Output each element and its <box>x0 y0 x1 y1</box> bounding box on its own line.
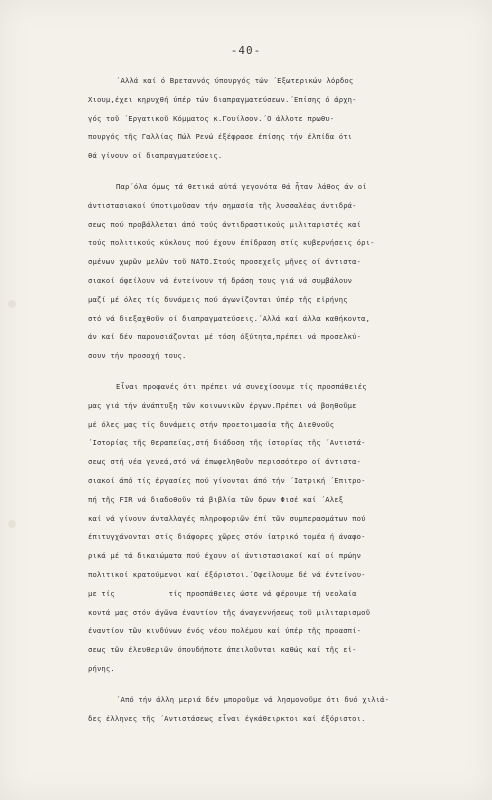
text-line: έναντίον τῶν κινδύνων ένός νέου πολέμου καί ύπέρ τῆς προασπί- <box>88 626 362 636</box>
document-body <box>88 72 466 728</box>
text-line: δες έλληνες τῆς ΄Αντιστάσεως εἶναι έγκάθειρκτοι καί έξόριστοι. <box>88 713 366 723</box>
text-line: ΄Αλλά καί ό Βρεταννός ύπουργός τών ΄Εξωτερικών λόρδος <box>116 76 354 85</box>
text-line: μέ όλες μας τίς δυνάμεις στήν προετοιμασία τῆς Διεθνοῦς <box>88 419 335 429</box>
text-line: πή τῆς FIR νά διαδοθοῦν τά βιβλία τῶν δρων Φισέ καί ΄Αλεξ <box>88 494 344 504</box>
page-number: -40- <box>230 44 262 57</box>
paper-hole-mark <box>8 300 16 308</box>
text-line: σιακοί όφείλουν νά έντείνουν τή δράση τους γιά νά συμβάλουν <box>88 275 353 285</box>
text-line: σιακοί άπό τίς έργασίες πού γίνονται άπό τήν ΄Ιατρική ΄Επιτρο- <box>88 475 366 485</box>
text-line: πουργός τῆς Γαλλίας Πώλ Ρενώ έξέφρασε έπίσης τήν έλπίδα ότι <box>88 132 353 142</box>
text-line: με τίς τίς προσπάθειες ώστε νά φέρουμε τή νεολαία <box>88 588 357 598</box>
text-line: σμένων χωρῶν μελῶν τοῦ ΝΑΤΟ.Στούς προσεχεῖς μῆνες οί άντιστα- <box>88 257 362 267</box>
text-line: μαζί μέ όλες τίς δυνάμεις πού άγωνίζονται ύπέρ τῆς εἰρήνης <box>88 294 348 304</box>
text-line: σεως στή νέα γενεά,στό νά έπωφεληθοῦν περισσότερο οί άντιστα- <box>88 457 362 467</box>
text-line: γός τοῦ ΄Εργατικοῦ Κόμματος κ.Γουίλσον.΄Ο άλλοτε πρωθυ- <box>88 113 335 123</box>
text-line: σεως τῶν έλευθεριῶν όπουδήποτε άπειλοῦνται καθώς καί τῆς εἰ- <box>88 645 357 655</box>
text-line: τούς πολιτικούς κύκλους πού έχουν έπίδραση στίς κυβερνήσεις όρι- <box>88 238 375 248</box>
text-line: καί νά γίνουν άνταλλαγές πληροφοριῶν έπί τῶν συμπερασμάτων πού <box>88 513 366 523</box>
text-line: σεως πού προβάλλεται άπό τούς άντιδραστικούς μιλιταριστές καί <box>88 219 362 229</box>
text-line: ΄Ιστορίας τῆς Θεραπείας,στή διάδοση τῆς ίστορίας τῆς ΄Αντιστά- <box>88 438 366 448</box>
text-line: άντιστασιακοί ύποτιμοῦσαν τήν σημασία τῆς λυσσαλέας άντιδρά- <box>88 200 357 210</box>
text-line: πολιτικοί κρατούμενοι καί έξόριστοι.΄Οφείλουμε δέ νά έντείνου- <box>88 569 366 579</box>
text-line: Παρ΄όλα όμως τά θετικά αὐτά γεγονότα θά ἦταν λάθος άν οί <box>116 181 367 191</box>
text-line: έπιτυγχάνονται στίς διάφορες χῶρες στόν ίατρικό τομέα ή άναφο- <box>88 532 366 542</box>
text-line: Χιουμ,έχει κηρυχθή ύπέρ τών διαπραγματεύσεων.΄Επίσης ό άρχη- <box>88 94 357 104</box>
text-line: Εἶναι προφανές ότι πρέπει νά συνεχίσουμε τίς προσπάθειές <box>116 381 367 391</box>
text-line: μας γιά τήν άνάπτυξη τῶν κοινωνικῶν έργων.Πρέπει νά βοηθοῦμε <box>88 400 357 410</box>
text-line: σουν τήν προσοχή τους. <box>88 351 187 361</box>
text-line: θά γίνουν οί διαπραγματεύσεις. <box>88 151 223 161</box>
text-line: ρικά μέ τά δικαιώματα πού έχουν οί άντιστασιακοί καί οί πρώην <box>88 551 362 561</box>
text-line: ρήνης. <box>88 663 115 673</box>
text-line: κοντά μας στόν άγῶνα έναντίον τῆς άναγεννήσεως τοῦ μιλιταρισμοῦ <box>88 607 371 617</box>
text-line: άν καί δέν παρουσιάζονται μέ τόση όξύτητα,πρέπει νά προσελκύ- <box>88 332 362 342</box>
paper-hole-mark <box>8 520 16 528</box>
text-line: στό νά διεξαχθοῦν οί διαπραγματεύσεις.΄Αλλά καί άλλα καθήκοντα, <box>88 313 371 323</box>
text-line: ΄Από τήν άλλη μεριά δέν μποροῦμε νά λησμονοῦμε ότι δυό χιλιά- <box>116 694 390 704</box>
